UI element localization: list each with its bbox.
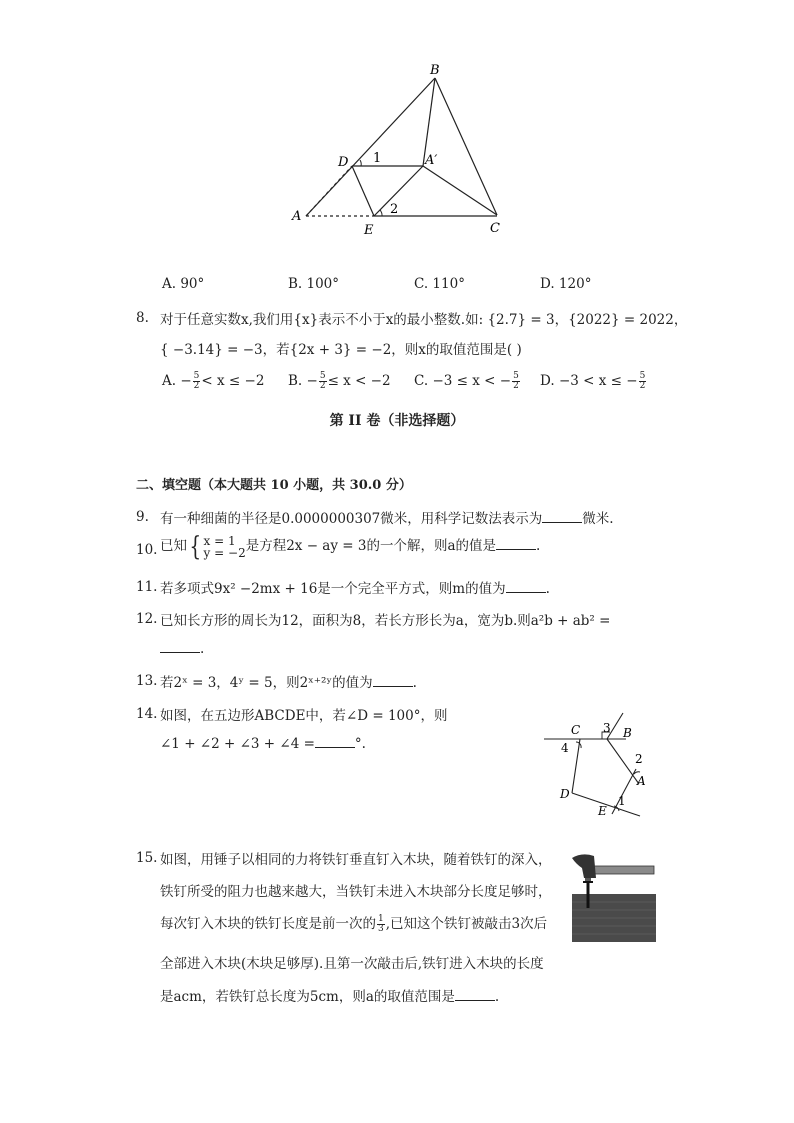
q15-line-2: 铁钉所受的阻力也越来越大，当铁钉未进入木块部分长度足够时， xyxy=(160,884,552,900)
q8-option-a[interactable]: A. − $\frac{5}{2}$ < x ≤ −2 xyxy=(162,371,265,391)
equation-system: x = 1 y = −2 xyxy=(203,533,246,560)
q8-option-b[interactable]: B. − $\frac{5}{2}$ ≤ x < −2 xyxy=(288,371,391,391)
label-D: D xyxy=(338,155,349,170)
q9-answer-blank[interactable] xyxy=(542,510,582,523)
nail-icon xyxy=(587,882,590,908)
q9-number: 9. xyxy=(136,509,149,525)
q12-line-2: . xyxy=(160,640,204,657)
hammer-handle xyxy=(592,866,654,874)
q12-line-1: 已知长方形的周长为12，面积为8，若长方形长为a，宽为b.则a²b + ab² = xyxy=(160,613,611,629)
q14-answer-blank[interactable] xyxy=(315,735,355,748)
q7-triangle-figure xyxy=(280,60,510,240)
q7-option-a[interactable]: A. 90° xyxy=(162,276,205,292)
label-angle-3: 3 xyxy=(603,721,611,735)
part-2-title: 第 II 卷（非选择题） xyxy=(329,413,465,429)
q14-number: 14. xyxy=(136,706,158,722)
q11-text: 若多项式9x² −2mx + 16是一个完全平方式，则m的值为 . xyxy=(160,581,550,597)
label-D: D xyxy=(560,787,570,801)
angle-2-arc xyxy=(380,210,382,216)
fraction: $\frac{5}{2}$ xyxy=(639,371,646,391)
q7-option-d[interactable]: D. 120° xyxy=(540,276,592,292)
section-2-header: 二、填空题（本大题共 10 小题，共 30.0 分） xyxy=(136,478,412,493)
label-C: C xyxy=(571,723,581,737)
label-E: E xyxy=(364,223,374,238)
q12-answer-blank[interactable] xyxy=(160,640,200,653)
line-EA-prime xyxy=(374,166,423,216)
q8-option-c[interactable]: C. −3 ≤ x < − $\frac{5}{2}$ xyxy=(414,371,519,391)
label-angle-2: 2 xyxy=(635,752,643,766)
q8-line-1: 对于任意实数x,我们用{x}表示不小于x的最小整数.如: {2.7} = 3，{2022} = 2022， xyxy=(160,312,688,328)
q8-option-d[interactable]: D. −3 < x ≤ − $\frac{5}{2}$ xyxy=(540,371,646,391)
q10-answer-blank[interactable] xyxy=(496,537,536,550)
q13-answer-blank[interactable] xyxy=(373,674,413,687)
q13-number: 13. xyxy=(136,673,158,689)
q14-line-1: 如图，在五边形ABCDE中，若∠D = 100°，则 xyxy=(160,708,448,724)
line-DE xyxy=(352,166,374,216)
q8-number: 8. xyxy=(136,310,149,326)
nail-head xyxy=(583,881,593,883)
q15-line-1: 如图，用锤子以相同的力将铁钉垂直钉入木块，随着铁钉的深入， xyxy=(160,852,552,868)
label-C: C xyxy=(490,221,500,236)
left-brace: { xyxy=(189,531,202,562)
fraction: $\frac{5}{2}$ xyxy=(319,371,326,391)
q7-option-c[interactable]: C. 110° xyxy=(414,276,465,292)
label-angle-1: 1 xyxy=(618,794,626,808)
fraction: $\frac{5}{2}$ xyxy=(513,371,519,391)
q8-line-2: { −3.14} = −3，若{2x + 3} = −2，则x的取值范围是( ) xyxy=(160,342,522,358)
q9-text: 有一种细菌的半径是0.0000000307微米，用科学记数法表示为 微米. xyxy=(160,511,614,527)
fraction-one-third: $\frac{1}{3}$ xyxy=(378,914,384,934)
fraction: $\frac{5}{2}$ xyxy=(193,371,200,391)
q15-number: 15. xyxy=(136,850,158,866)
q15-line-4: 全部进入木块(木块足够厚).且第一次敲击后,铁钉进入木块的长度 xyxy=(160,956,544,972)
q13-text: 若2ˣ = 3，4ʸ = 5，则2ˣ⁺²ʸ的值为 . xyxy=(160,675,417,691)
q14-pentagon-figure xyxy=(540,712,650,822)
q7-option-b[interactable]: B. 100° xyxy=(288,276,340,292)
label-A: A xyxy=(637,774,646,788)
label-E: E xyxy=(598,804,607,818)
q15-answer-blank[interactable] xyxy=(455,988,495,1001)
q15-line-5: 是acm，若铁钉总长度为5cm，则a的取值范围是 . xyxy=(160,989,500,1005)
q12-number: 12. xyxy=(136,611,158,627)
label-A-prime: A′ xyxy=(425,153,438,168)
label-angle-4: 4 xyxy=(561,741,569,755)
label-B: B xyxy=(623,726,632,740)
label-A: A xyxy=(292,209,302,224)
q11-number: 11. xyxy=(136,579,158,595)
line-BD xyxy=(306,78,438,216)
q15-hammer-nail-figure xyxy=(566,844,658,944)
q10-number: 10. xyxy=(136,542,158,558)
q14-line-2: ∠1 + ∠2 + ∠3 + ∠4 = °. xyxy=(160,736,366,752)
q11-answer-blank[interactable] xyxy=(506,580,546,593)
label-angle-2: 2 xyxy=(390,202,399,217)
angle-1-arc xyxy=(360,160,361,166)
side-CD xyxy=(572,739,580,793)
label-angle-1: 1 xyxy=(373,151,382,166)
q15-line-3: 每次钉入木块的铁钉长度是前一次的 $\frac{1}{3}$ ,已知这个铁钉被敲击3次后 xyxy=(160,914,548,934)
label-B: B xyxy=(430,63,440,78)
hammer-head-icon xyxy=(572,854,596,878)
q10-text: 已知{ x = 1 y = −2 是方程2x − ay = 3的一个解，则a的值是 . xyxy=(160,531,541,562)
